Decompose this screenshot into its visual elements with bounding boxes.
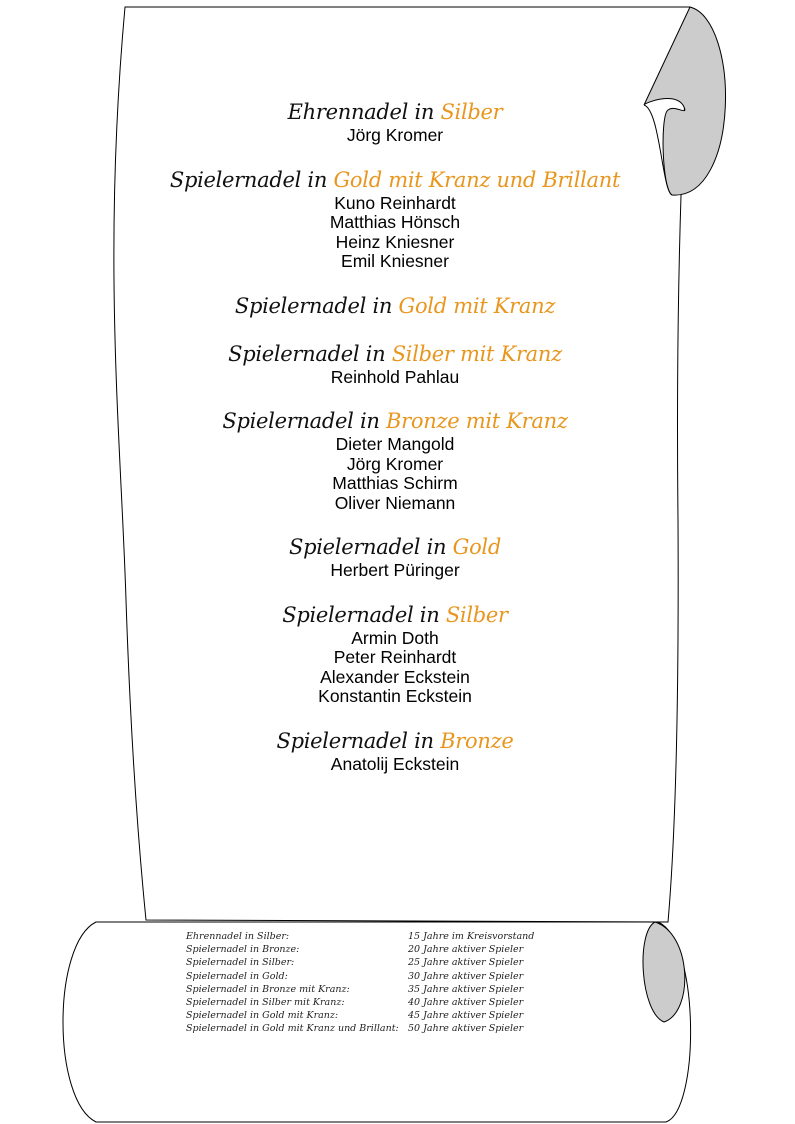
recipient-name: Anatolij Eckstein [330, 753, 460, 774]
award-heading [140, 292, 650, 320]
award-heading-prefix: Ehrennadel in [287, 100, 441, 124]
recipient-name: Oliver Niemann [334, 492, 456, 513]
legend-value: 30 Jahre aktiver Spieler [408, 970, 524, 982]
award-criteria-legend [186, 930, 546, 1036]
award-heading [140, 533, 650, 561]
award-level: Bronze mit Kranz [386, 409, 568, 433]
recipient-list [140, 561, 650, 581]
award-heading [140, 98, 650, 126]
recipient-name: Kuno Reinhardt [334, 192, 456, 213]
legend-value: 45 Jahre aktiver Spieler [408, 1010, 524, 1022]
award-level: Gold [452, 535, 501, 559]
award-section [140, 98, 650, 146]
award-section [140, 340, 650, 388]
recipient-name: Emil Kniesner [341, 251, 449, 271]
recipient-name: Dieter Mangold [335, 434, 455, 454]
legend-value: 15 Jahre im Kreisvorstand [408, 931, 535, 942]
legend-value: 20 Jahre aktiver Spieler [408, 944, 524, 956]
recipient-name: Matthias Hönsch [329, 212, 461, 232]
legend-label: Spielernadel in Gold mit Kranz: [186, 1010, 339, 1022]
recipient-name: Jörg Kromer [346, 453, 444, 474]
recipient-list [140, 126, 650, 146]
award-heading-prefix: Spielernadel in [169, 167, 334, 192]
recipient-list [140, 194, 650, 272]
recipient-name: Jörg Kromer [346, 125, 444, 145]
recipient-name: Alexander Eckstein [320, 666, 470, 687]
award-section [140, 407, 650, 513]
award-section [140, 727, 650, 775]
legend-row [186, 1022, 546, 1035]
recipient-name: Herbert Püringer [330, 560, 460, 580]
recipient-name: Peter Reinhardt [333, 647, 457, 667]
legend-row [186, 930, 546, 943]
award-heading [140, 407, 650, 435]
award-heading-prefix: Spielernadel in [289, 535, 453, 559]
legend-label: Spielernadel in Bronze mit Kranz: [186, 983, 350, 995]
legend-label: Spielernadel in Silber: [186, 957, 295, 969]
recipient-name: Heinz Kniesner [335, 231, 455, 252]
legend-label: Spielernadel in Gold: [186, 970, 288, 982]
award-section [140, 166, 650, 272]
legend-value: 40 Jahre aktiver Spieler [408, 996, 524, 1008]
legend-row [186, 943, 546, 956]
legend-label: Spielernadel in Silber mit Kranz: [186, 996, 345, 1008]
legend-row [186, 983, 546, 996]
award-section [140, 533, 650, 581]
award-level: Silber [445, 602, 508, 627]
legend-row [186, 970, 546, 983]
legend-row [186, 956, 546, 969]
recipient-name: Armin Doth [351, 627, 439, 648]
recipient-list [140, 629, 650, 707]
legend-value: 35 Jahre aktiver Spieler [408, 983, 524, 995]
award-heading-prefix: Spielernadel in [222, 409, 386, 433]
legend-value: 50 Jahre aktiver Spieler [408, 1023, 524, 1035]
legend-value: 25 Jahre aktiver Spieler [408, 957, 524, 969]
award-heading [140, 601, 650, 629]
award-level: Gold mit Kranz [398, 293, 556, 318]
legend-row [186, 1009, 546, 1022]
award-section [140, 292, 650, 320]
recipient-list [140, 368, 650, 388]
award-level: Silber mit Kranz [391, 341, 562, 366]
recipient-name: Konstantin Eckstein [318, 686, 472, 706]
recipient-name: Reinhold Pahlau [330, 366, 460, 387]
award-level: Bronze [440, 728, 514, 753]
legend-label: Ehrennadel in Silber: [186, 931, 290, 942]
legend-row [186, 996, 546, 1009]
recipient-list [140, 755, 650, 775]
recipient-list [140, 435, 650, 513]
award-heading [140, 166, 650, 194]
award-heading-prefix: Spielernadel in [228, 341, 392, 366]
award-level: Gold mit Kranz und Brillant [333, 167, 621, 192]
award-heading [140, 727, 650, 755]
recipient-name: Matthias Schirm [332, 473, 458, 493]
legend-label: Spielernadel in Bronze: [186, 944, 300, 956]
award-heading-prefix: Spielernadel in [276, 728, 441, 753]
award-heading-prefix: Spielernadel in [234, 293, 399, 318]
awards-list [140, 98, 650, 794]
award-level: Silber [440, 100, 503, 124]
award-heading [140, 340, 650, 368]
legend-label: Spielernadel in Gold mit Kranz und Brillant: [186, 1023, 399, 1035]
award-heading-prefix: Spielernadel in [282, 602, 446, 627]
award-section [140, 601, 650, 707]
